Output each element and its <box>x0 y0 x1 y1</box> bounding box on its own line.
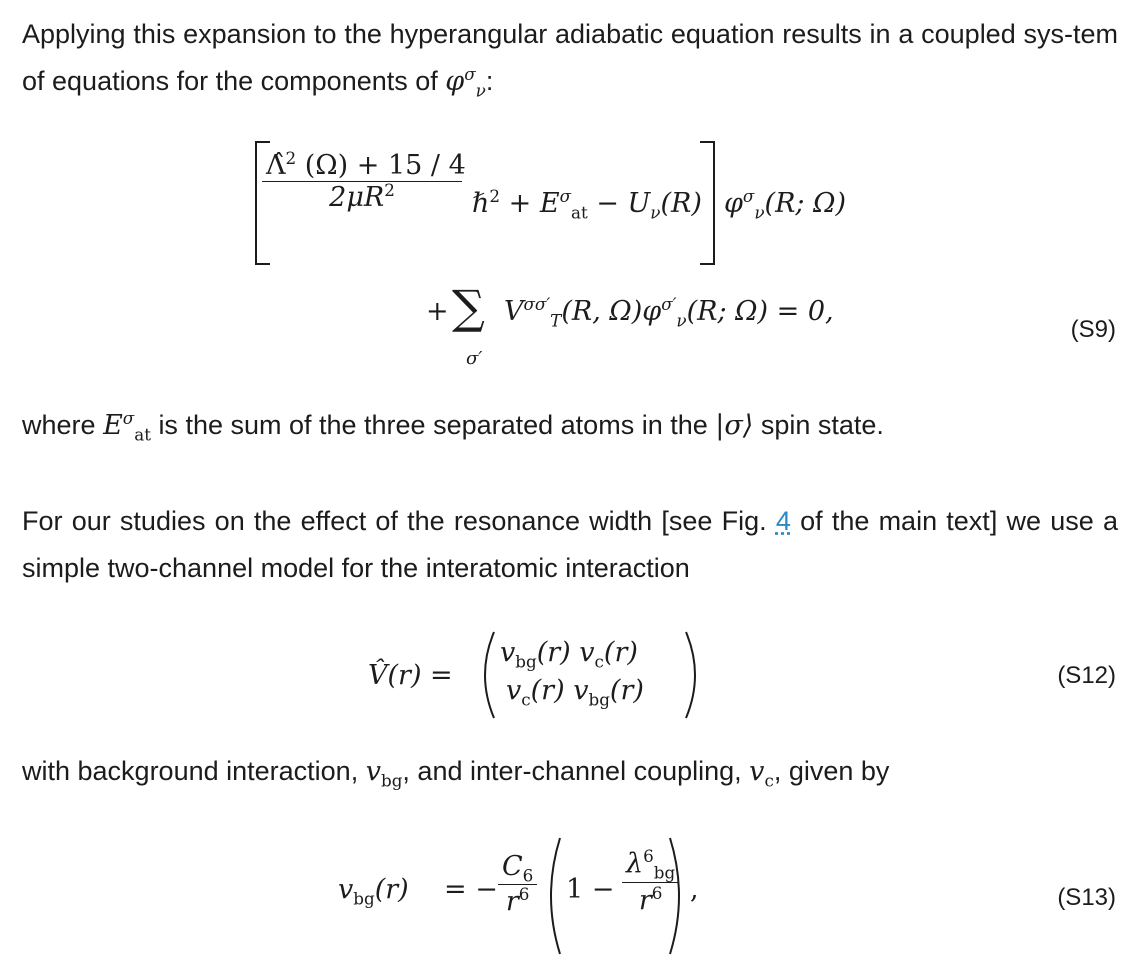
s13-fraction-1: $\frac{C_6}{r^6}$ <box>498 850 537 919</box>
E-at-symbol: $E^\sigma_{at}$ <box>103 408 151 445</box>
s9-line1-terms: ℏ$^2$ + $E^\sigma_{at} - U_\nu(R)$ <box>472 186 702 223</box>
s13-fraction-2: $\frac{\lambda^6_{bg}}{r^6}$ <box>622 846 679 919</box>
s9-numerator: Λ̂$^2$ (Ω) + 15 / 4 <box>266 148 466 181</box>
s9-denominator: $2\mu R^2$ <box>262 181 462 213</box>
sum-symbol: ∑ <box>452 280 485 334</box>
paragraph-1 <box>22 11 1118 105</box>
paragraph-4: with background interaction, $v_{bg}$, and inter-channel coupling, $v_c$, given by <box>22 756 890 791</box>
colon: : <box>485 66 494 96</box>
s9-fraction <box>262 150 470 213</box>
matrix-row-2: $v_c(r)$ $v_{bg}(r)$ <box>506 675 644 710</box>
s12-lhs: V̂(r) = <box>368 660 453 691</box>
right-paren <box>682 630 706 720</box>
s13-lhs: $v_{bg}(r)$ <box>338 874 409 909</box>
phi-symbol: $\varphi^\sigma_\nu$ <box>445 64 486 101</box>
equation-number-s9: (S9) <box>1070 316 1116 343</box>
left-paren <box>474 630 498 720</box>
s12-matrix <box>500 634 644 710</box>
s13-equals: = − <box>444 874 498 905</box>
s13-left-paren <box>540 836 564 956</box>
s9-plus: + <box>426 296 449 327</box>
v-c-symbol: $v_c$ <box>749 756 774 791</box>
s9-line2-terms: $V^{\sigma\sigma'}_T(R$, $\Omega)\varphi^{\sigma'}_\nu(R$; Ω) = 0, <box>504 294 834 331</box>
paragraph-2: where $E^\sigma_{at}$ is the sum of the three separated atoms in the |σ⟩ spin state. <box>22 408 884 445</box>
right-bracket <box>694 140 724 266</box>
s13-one-minus: 1 − <box>566 874 615 905</box>
equation-number-s13: (S13) <box>1057 884 1116 911</box>
paragraph-1-text: Applying this expansion to the hyperangular adiabatic equation results in a coupled sys-tem of equations for the components of <box>22 19 1118 96</box>
ket-sigma: |σ⟩ <box>715 410 754 441</box>
s9-phi-term: $\varphi^\sigma_\nu(R$; Ω) <box>724 186 846 223</box>
figure-4-link[interactable]: 4 <box>775 506 791 536</box>
sum-index: σ′ <box>466 348 483 369</box>
paragraph-3: For our studies on the effect of the resonance width [see Fig. 4 of the main text] we use a simple two-channel model for the interatomic interaction <box>22 506 1118 583</box>
matrix-row-1: $v_{bg}(r)$ $v_c(r)$ <box>500 637 638 672</box>
v-bg-symbol: $v_{bg}$ <box>365 756 403 791</box>
equation-number-s12: (S12) <box>1057 662 1116 689</box>
s13-right-paren <box>666 836 690 956</box>
s13-comma: , <box>690 874 699 905</box>
